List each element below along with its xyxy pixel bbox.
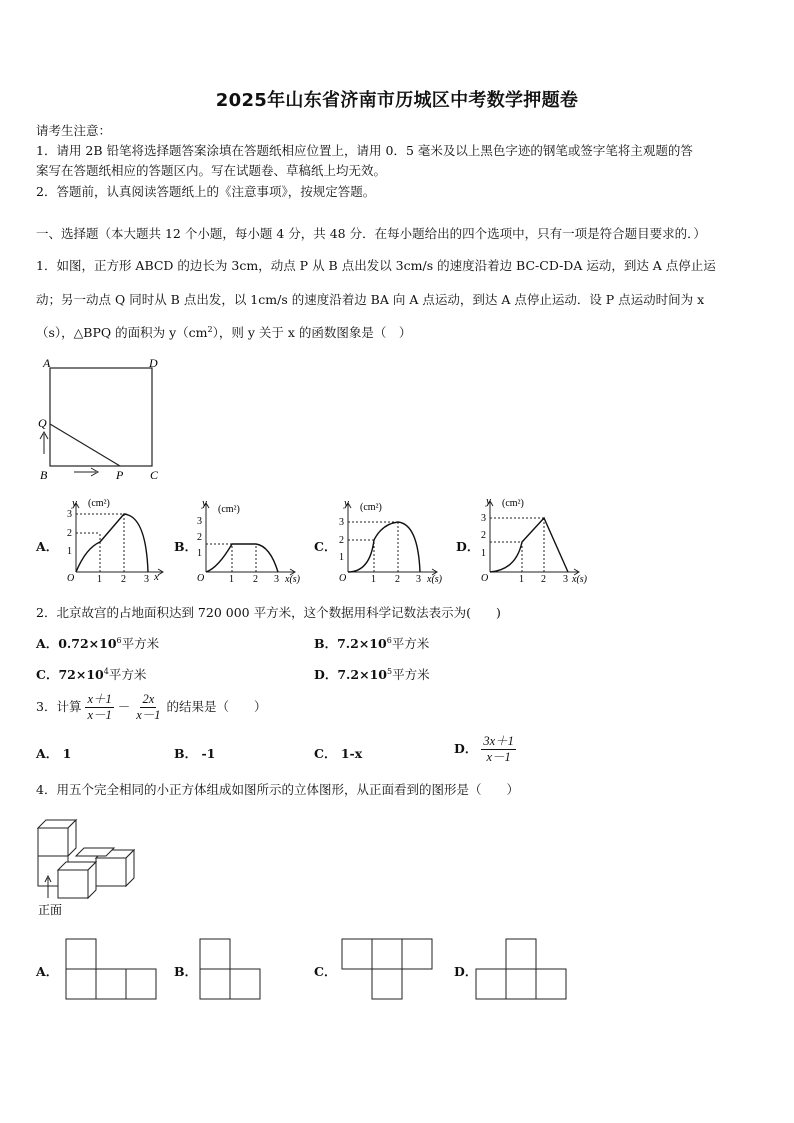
graph-d-xtick-1: 1 [519, 574, 524, 584]
q4-shape-c[interactable] [340, 936, 434, 1002]
graph-c-ytick-3: 3 [339, 517, 344, 528]
q3-option-c[interactable]: C． 1-x [314, 746, 363, 761]
q1-option-b-label[interactable]: B． [174, 539, 198, 554]
label-c: C [150, 468, 159, 482]
graph-c-xtick-1: 1 [371, 574, 376, 584]
q1-graph-d[interactable] [478, 492, 596, 584]
q4-text: 4．用五个完全相同的小正方体组成如图所示的立体图形，从正面看到的图形是（ ） [36, 782, 519, 797]
graph-a-unit: (cm²) [88, 498, 110, 509]
graph-c-unit: (cm²) [360, 502, 382, 513]
notice-line-2: 案写在答题纸相应的答题区内。写在试题卷、草稿纸上均无效。 [36, 163, 387, 178]
graph-b-ytick-3: 3 [197, 516, 202, 527]
q1-line-1: 1．如图，正方形 ABCD 的边长为 3cm，动点 P 从 B 点出发以 3cm/s 的速度沿着边 BC-CD-DA 运动，到达 A 点停止运 [36, 258, 716, 273]
q3-option-b[interactable]: B． -1 [174, 746, 216, 761]
q1-graph-b[interactable] [194, 496, 312, 584]
graph-b-ytick-1: 1 [197, 548, 202, 559]
graph-b-x: x(s) [285, 574, 300, 584]
notice-line-1: 1．请用 2B 铅笔将选择题答案涂填在答题纸相应位置上，请用 0．5 毫米及以上黑色字迹的钢笔或签字笔将主观题的答 [36, 143, 693, 158]
graph-a-xtick-3: 3 [144, 574, 149, 584]
graph-c-xtick-2: 2 [395, 574, 400, 584]
q1-graph-c[interactable] [336, 496, 454, 584]
graph-c-y: y [344, 497, 349, 509]
graph-d-ytick-2: 2 [481, 530, 486, 541]
q1-option-a-label[interactable]: A． [36, 539, 59, 554]
q4-shape-b[interactable] [198, 936, 262, 1002]
graph-c-origin: O [339, 573, 347, 584]
front-label: 正面 [38, 903, 63, 917]
square-abcd-figure [36, 354, 166, 486]
q2-option-b[interactable]: B．$7.2\times 10^6$平方米 [314, 635, 430, 651]
graph-d-unit: (cm²) [502, 498, 524, 509]
q1-option-d-label[interactable]: D． [456, 539, 480, 554]
q2-option-d[interactable]: D．$7.2\times 10^5$平方米 [314, 666, 430, 682]
graph-d-ytick-3: 3 [481, 513, 486, 524]
q1-graph-a[interactable] [64, 496, 172, 584]
graph-d-y: y [486, 495, 491, 507]
label-p: P [116, 468, 124, 482]
graph-c-ytick-1: 1 [339, 552, 344, 563]
label-a: A [43, 356, 51, 370]
graph-b-xtick-3: 3 [274, 574, 279, 584]
q4-cube-figure [34, 812, 144, 920]
graph-d-ytick-1: 1 [481, 548, 486, 559]
q4-shape-a[interactable] [64, 936, 158, 1002]
q1-line-3: （s），△BPQ 的面积为 $y(cm^2)$，则 y 关于 x 的函数图象是（ ） [36, 324, 412, 340]
graph-d-xtick-2: 2 [541, 574, 546, 584]
q3-text: 3．计算 $\frac{x+1}{x-1}$ － $\frac{2x}{x-1}$ 的结果是（ ） [36, 692, 267, 722]
q4-shape-d[interactable] [474, 936, 568, 1002]
q3-fraction-2: $\frac{2x}{x-1}$ [136, 692, 161, 722]
graph-b-unit: (cm²) [218, 504, 240, 515]
q4-option-d-label[interactable]: D． [454, 964, 478, 979]
q3-option-a[interactable]: A． 1 [36, 746, 72, 761]
graph-a-xtick-1: 1 [97, 574, 102, 584]
label-b: B [40, 468, 48, 482]
q3-option-d-fraction: $\frac{3x+1}{x-1}$ [483, 734, 514, 764]
graph-a-ytick-1: 1 [67, 546, 72, 557]
graph-a-x: x [154, 571, 159, 583]
graph-c-xtick-3: 3 [416, 574, 421, 584]
q3-option-d[interactable]: D． $\frac{3x+1}{x-1}$ [454, 734, 514, 764]
graph-b-origin: O [197, 573, 205, 584]
graph-d-origin: O [481, 573, 489, 584]
graph-a-ytick-2: 2 [67, 528, 72, 539]
graph-a-xtick-2: 2 [121, 574, 126, 584]
graph-b-xtick-1: 1 [229, 574, 234, 584]
label-d: D [149, 356, 158, 370]
notice-line-3: 2．答题前，认真阅读答题纸上的《注意事项》，按规定答题。 [36, 184, 376, 199]
graph-d-x: x(s) [572, 574, 587, 584]
section-heading: 一、选择题（本大题共 12 个小题，每小题 4 分，共 48 分．在每小题给出的四个选项中，只有一项是符合题目要求的．） [36, 226, 706, 241]
q2-text: 2．北京故宫的占地面积达到 720 000 平方米，这个数据用科学记数法表示为( ) [36, 605, 501, 620]
graph-b-xtick-2: 2 [253, 574, 258, 584]
q3-fraction-1: $\frac{x+1}{x-1}$ [87, 692, 112, 722]
q4-option-c-label[interactable]: C． [314, 964, 337, 979]
q1-line-2: 动；另一动点 Q 同时从 B 点出发，以 1cm/s 的速度沿着边 BA 向 A 点运动，到达 A 点停止运动．设 P 点运动时间为 x [36, 292, 705, 307]
q2-option-c[interactable]: C．$72\times 10^4$平方米 [36, 666, 147, 682]
graph-c-x: x(s) [427, 574, 442, 584]
q4-option-b-label[interactable]: B． [174, 964, 198, 979]
graph-a-y: y [72, 497, 77, 509]
q1-option-c-label[interactable]: C． [314, 539, 337, 554]
q2-option-a[interactable]: A．$0.72\times 10^6$平方米 [36, 635, 160, 651]
graph-b-ytick-2: 2 [197, 532, 202, 543]
page-title: 2025年山东省济南市历城区中考数学押题卷 [215, 90, 579, 111]
label-q: Q [38, 416, 47, 430]
graph-a-ytick-3: 3 [67, 509, 72, 520]
graph-b-y: y [202, 497, 207, 509]
notice-heading: 请考生注意： [36, 123, 112, 138]
graph-c-ytick-2: 2 [339, 535, 344, 546]
graph-d-xtick-3: 3 [563, 574, 568, 584]
graph-a-origin: O [67, 573, 75, 584]
q4-option-a-label[interactable]: A． [36, 964, 59, 979]
